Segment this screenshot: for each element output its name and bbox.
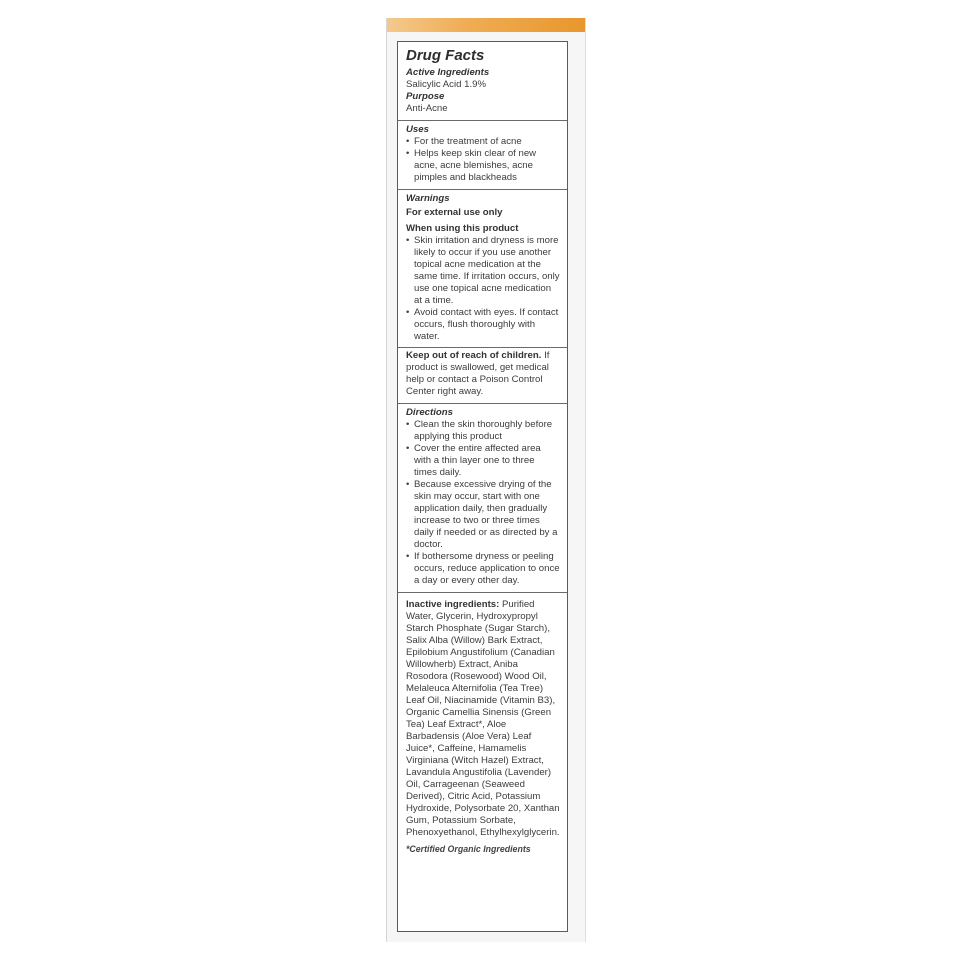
- active-ingredient: Salicylic Acid 1.9%: [406, 79, 486, 90]
- directions-item: • Cover the entire affected area with a thin layer one to three times daily.: [406, 443, 560, 479]
- inactive-heading: Inactive ingredients:: [406, 599, 500, 610]
- orange-accent-stripe: [387, 18, 585, 32]
- active-ingredients-heading: Active Ingredients: [406, 67, 490, 78]
- purpose-value: Anti-Acne: [406, 103, 448, 114]
- uses-section: [398, 121, 567, 190]
- purpose-heading: Purpose: [406, 91, 445, 102]
- keep-out-text: If product is swallowed, get medical help or contact a Poison Control Center right away.: [406, 350, 550, 397]
- keep-out-heading: Keep out of reach of children.: [406, 350, 542, 361]
- inactive-ingredients-section: [398, 593, 567, 860]
- warnings-section: [398, 190, 567, 404]
- uses-item: • Helps keep skin clear of new acne, acne blemishes, acne pimples and blackheads: [406, 148, 560, 184]
- external-use-note: For external use only: [406, 207, 503, 218]
- keep-out-subsection: [398, 347, 567, 398]
- inactive-list: Purified Water, Glycerin, Hydroxypropyl Starch Phosphate (Sugar Starch), Salix Alba (Willow) Bark Extract, Epilobium Angustifolium (Canadian Willowherb) Extract, Aniba Rosodora (Rosewood) Wood Oil, Melaleuca Alternifolia (Tea Tree) Leaf Oil, Niacinamide (Vitamin B3), Organic Camellia Sinensis (Green Tea) Leaf Extract*, Aloe Barbadensis (Aloe Vera) Leaf Juice*, Caffeine, Hamamelis Virginiana (Witch Hazel) Extract, Lavandula Angustifolia (Lavender) Oil, Carrageenan (Seaweed Derived), Citric Acid, Potassium Hydroxide, Polysorbate 20, Xanthan Gum, Potassium Sorbate, Phenoxyethanol, Ethylhexylglycerin.: [406, 599, 560, 838]
- warning-item: • Skin irritation and dryness is more likely to occur if you use another topical acne medication at the same time. If irritation occurs, only use one topical acne medication at a time.: [406, 235, 560, 307]
- drug-facts-header: [398, 42, 567, 121]
- organic-note: *Certified Organic Ingredients: [406, 844, 531, 854]
- warnings-heading: Warnings: [406, 193, 450, 204]
- uses-heading: Uses: [406, 124, 429, 135]
- when-using-heading: When using this product: [406, 223, 519, 234]
- uses-item: • For the treatment of acne: [406, 136, 560, 148]
- warning-item: • Avoid contact with eyes. If contact occurs, flush thoroughly with water.: [406, 307, 560, 343]
- directions-heading: Directions: [406, 407, 453, 418]
- drug-facts-panel: [397, 41, 568, 932]
- directions-item: • Clean the skin thoroughly before applying this product: [406, 419, 560, 443]
- drug-facts-title: Drug Facts: [406, 47, 485, 64]
- directions-item: • If bothersome dryness or peeling occurs, reduce application to once a day or every other day.: [406, 551, 560, 587]
- directions-item: • Because excessive drying of the skin may occur, start with one application daily, then gradually increase to two or three times daily if needed or as directed by a doctor.: [406, 479, 560, 551]
- directions-section: [398, 404, 567, 593]
